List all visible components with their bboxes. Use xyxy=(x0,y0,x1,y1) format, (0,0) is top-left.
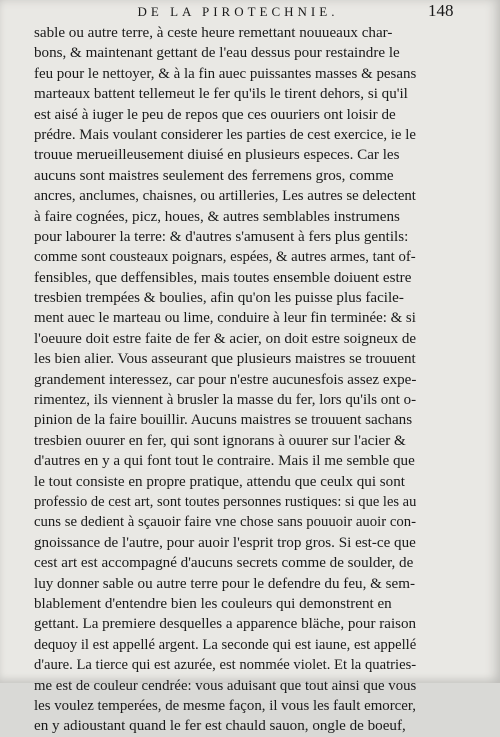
text-line: gnoissance de l'autre, pour auoir l'esprit trop gros. Si est-ce que xyxy=(34,534,416,551)
text-line: d'autres en y a qui font tout le contraire. Mais il me semble que xyxy=(34,453,415,470)
text-line: gettant. La premiere desquelles a apparence bläche, pour raison xyxy=(34,616,416,633)
body-text xyxy=(34,23,416,737)
text-line: à faire cognées, picz, houes, & autres semblables instrumens xyxy=(34,208,400,225)
text-line: ancres, anclumes, chaisnes, ou artilleries, Les autres se delectent xyxy=(34,188,416,205)
text-line: tresbien trempées & boulies, afin qu'on les puisse plus facile- xyxy=(34,290,404,307)
text-line: blablement d'entendre bien les couleurs qui demonstrent en xyxy=(34,595,392,612)
text-line: les voulez temperées, de mesme façon, il vous les fault emorcer, xyxy=(34,697,416,714)
text-line: cest art est accompagné d'aucuns secrets comme de soulder, de xyxy=(34,555,414,572)
text-line: bons, & maintenant gettant de l'eau dessus pour restaindre le xyxy=(34,45,400,62)
text-line: comme sont cousteaux poignars, espées, & autres armes, tant of- xyxy=(34,249,416,266)
text-line: aucuns sont maistres seulement des ferremens gros, comme xyxy=(34,167,394,184)
text-line: trouue merueilleusement diuisé en plusieurs especes. Car les xyxy=(34,147,400,164)
text-line: sable ou autre terre, à ceste heure remettant nouueaux char- xyxy=(34,25,393,41)
text-line: tresbien ouurer en fer, qui sont ignorans à ouurer sur l'acier & xyxy=(34,432,406,449)
text-line: pinion de la faire bouillir. Aucuns maistres se trouuent sachans xyxy=(34,412,413,429)
text-line: grandement interessez, car pour n'estre aucunesfois assez expe- xyxy=(34,371,416,388)
text-line: dequoy il est appellé argent. La seconde qui est iaune, est appellé xyxy=(34,636,416,653)
text-line: rimentez, ils viennent à brusler la masse du fer, lors qu'ils ont o- xyxy=(34,392,416,409)
text-line: en y adioustant quand le fer est chauld sauon, ongle de boeuf, xyxy=(34,718,406,735)
text-line: les bien alier. Vous asseurant que plusieurs maistres se trouuent xyxy=(34,351,416,368)
text-line: feu pour le nettoyer, & à la fin auec puissantes masses & pesans xyxy=(34,65,416,82)
text-line: le tout consiste en propre pratique, attendu que ceulx qui sont xyxy=(34,473,405,490)
page-number: 148 xyxy=(428,1,454,20)
text-line: luy donner sable ou autre terre pour le defendre du feu, & sem- xyxy=(34,575,415,592)
text-line: ment auec le marteau ou lime, conduire à leur fin terminée: & si xyxy=(34,310,416,327)
text-line: me est de couleur cendrée: vous aduisant que tout ainsi que vous xyxy=(34,677,416,694)
text-line: l'oeuure doit estre faite de fer & acier, on doit estre soigneux de xyxy=(34,330,416,347)
text-line: professio de cest art, sont toutes personnes rustiques: si que les au xyxy=(34,493,416,510)
text-line: est aisé à iuger le peu de repos que ces ouuriers ont loisir de xyxy=(34,106,396,123)
text-line: prédre. Mais voulant considerer les parties de cest exercice, ie le xyxy=(34,126,416,143)
text-line: cuns se dedient à sçauoir faire vne chose sans pouuoir auoir con- xyxy=(34,514,416,531)
text-line: pour labourer la terre: & d'autres s'amusent à fers plus gentils: xyxy=(34,228,409,245)
running-title: DE LA PIROTECHNIE. xyxy=(137,4,339,19)
text-line: fensibles, que deffensibles, mais toutes ensemble doiuent estre xyxy=(34,269,412,286)
text-line: marteaux battent tellemeut le fer qu'ils le tirent dehors, si qu'il xyxy=(34,86,408,103)
text-line: d'aure. La tierce qui est azurée, est nommée violet. Et la quatries- xyxy=(34,657,416,674)
